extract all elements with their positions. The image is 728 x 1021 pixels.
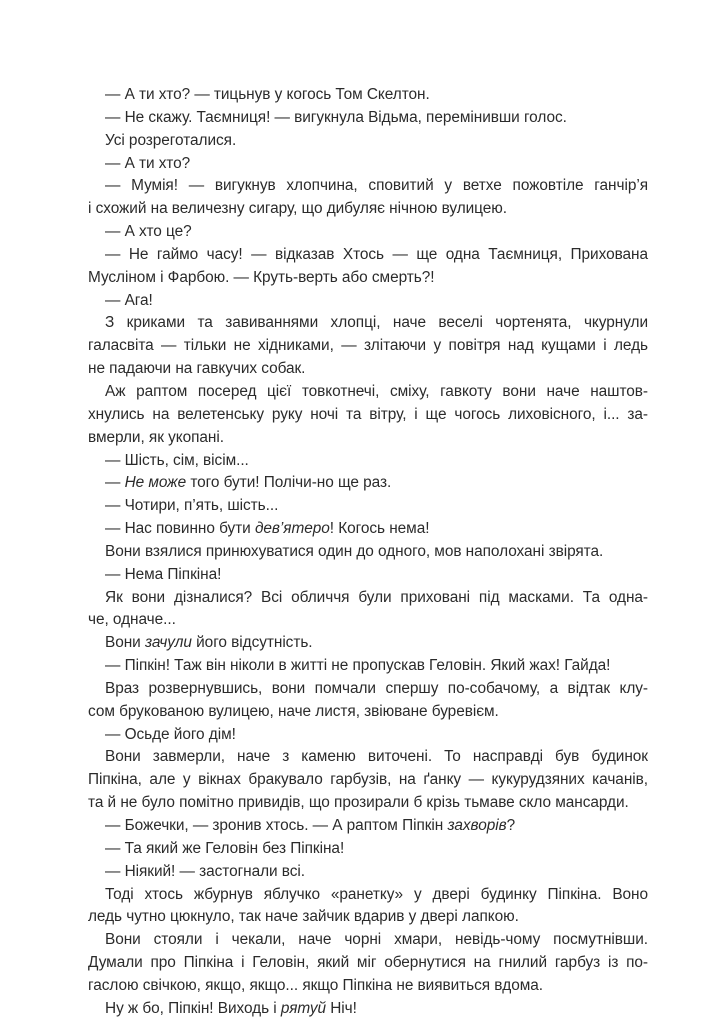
text-line: Вони завмерли, наче з каменю виточені. То насправді був будинок: [105, 748, 648, 766]
text-run: — Божечки, — зронив хтось. — А раптом Піпкін: [105, 817, 448, 834]
italic-text: зачули: [144, 634, 192, 652]
text-line: Вони взялися принюхуватися один до одного, мов наполохані звірята.: [105, 542, 604, 560]
text-line: Думали про Піпкіна і Геловін, який міг обернутися на гнилий гарбуз із по-: [88, 954, 648, 972]
text-line: — Осьде його дім!: [105, 725, 236, 743]
text-run: ! Когось нема!: [329, 520, 430, 538]
text-line: Мусліном і Фарбою. — Круть-верть або смерть?!: [88, 268, 435, 286]
text-line: — Не скажу. Таємниця! — вигукнула Відьма, перемінивши голос.: [105, 108, 567, 126]
text-line: [88, 518, 648, 541]
italic-text: дев’ятеро: [254, 520, 330, 538]
text-run: Вони: [105, 634, 145, 652]
text-line: вмерли, як укопані.: [88, 428, 224, 446]
text-run: — Нас повинно бути: [105, 520, 255, 538]
text-run: його відсутність.: [191, 634, 313, 652]
text-line: — Ага!: [105, 291, 153, 309]
text-run: Ніч!: [326, 999, 357, 1017]
text-line: Піпкіна, але у вікнах бракувало гарбузів, на ґанку — кукурудзяних качанів,: [88, 771, 648, 789]
text-line: хнулись на велетенську руку ночі та вітру, і ще чогось лиховісного, і... за-: [88, 405, 648, 423]
italic-text: Не може: [124, 474, 187, 492]
text-line: — Ніякий! — застогнали всі.: [105, 862, 305, 880]
text-line: [88, 472, 648, 495]
text-run: ?: [506, 817, 516, 834]
text-line: сом брукованою вулицею, наче листя, звіюване буревієм.: [88, 702, 499, 720]
text-line: [88, 815, 648, 838]
text-line: — А ти хто?: [105, 154, 191, 172]
text-line: — Шість, сім, вісім...: [105, 451, 249, 469]
text-line: — Чотири, п’ять, шість...: [105, 497, 279, 515]
page-text: [88, 84, 648, 1021]
text-line: Усі розреготалися.: [105, 131, 237, 149]
text-line: галасвіта — тільки не хідниками, — злітаючи у повітря над кущами і ледь: [88, 337, 648, 355]
text-line: — Не гаймо часу! — відказав Хтось — ще одна Таємниця, Прихована: [105, 245, 648, 263]
text-line: — Піпкін! Таж він ніколи в житті не пропускав Геловін. Який жах! Гайда!: [105, 657, 611, 675]
text-line: — Мумія! — вигукнув хлопчина, сповитий у ветхе пожовтіле ганчір’я: [105, 177, 648, 195]
text-line: ледь чутно цюкнуло, так наче зайчик вдарив у двері лапкою.: [88, 908, 519, 926]
text-line: не падаючи на гавкучих собак.: [88, 360, 306, 378]
italic-text: рятуй: [280, 999, 326, 1017]
italic-text: захворів: [447, 817, 507, 834]
text-line: Вони стояли і чекали, наче чорні хмари, невідь-чому посмутнівши.: [105, 931, 648, 949]
text-line: Тоді хтось жбурнув яблучко «ранетку» у двері будинку Піпкіна. Воно: [105, 885, 648, 903]
text-line: — А хто це?: [105, 223, 192, 241]
text-line: Враз розвернувшись, вони помчали спершу по-собачому, а відтак клу-: [105, 679, 648, 697]
text-line: че, одначе...: [88, 611, 176, 629]
text-line: та й не було помітно привидів, що прозирали б крізь тьмаве скло мансарди.: [88, 794, 629, 812]
text-line: [88, 998, 648, 1021]
text-line: — Нема Піпкіна!: [105, 565, 222, 583]
text-line: — А ти хто? — тицьнув у когось Том Скелтон.: [105, 86, 430, 103]
text-run: —: [105, 474, 125, 492]
text-line: — Та який же Геловін без Піпкіна!: [105, 839, 345, 857]
text-line: і схожий на величезну сигару, що дибуляє нічною вулицею.: [88, 200, 508, 218]
text-run: того бути! Полічи-но ще раз.: [186, 474, 392, 492]
text-line: Як вони дізналися? Всі обличчя були приховані під масками. Та одна-: [105, 588, 648, 606]
text-line: гаслою свічкою, якщо, якщо... якщо Піпкіна не виявиться вдома.: [88, 976, 543, 994]
text-run: Ну ж бо, Піпкін! Виходь і: [105, 999, 281, 1017]
text-line: Аж раптом посеред цієї товкотнечі, сміху, гавкоту вони наче наштов-: [105, 382, 648, 400]
text-line: З криками та завиваннями хлопці, наче веселі чортенята, чкурнули: [105, 314, 648, 332]
text-line: [88, 632, 648, 655]
